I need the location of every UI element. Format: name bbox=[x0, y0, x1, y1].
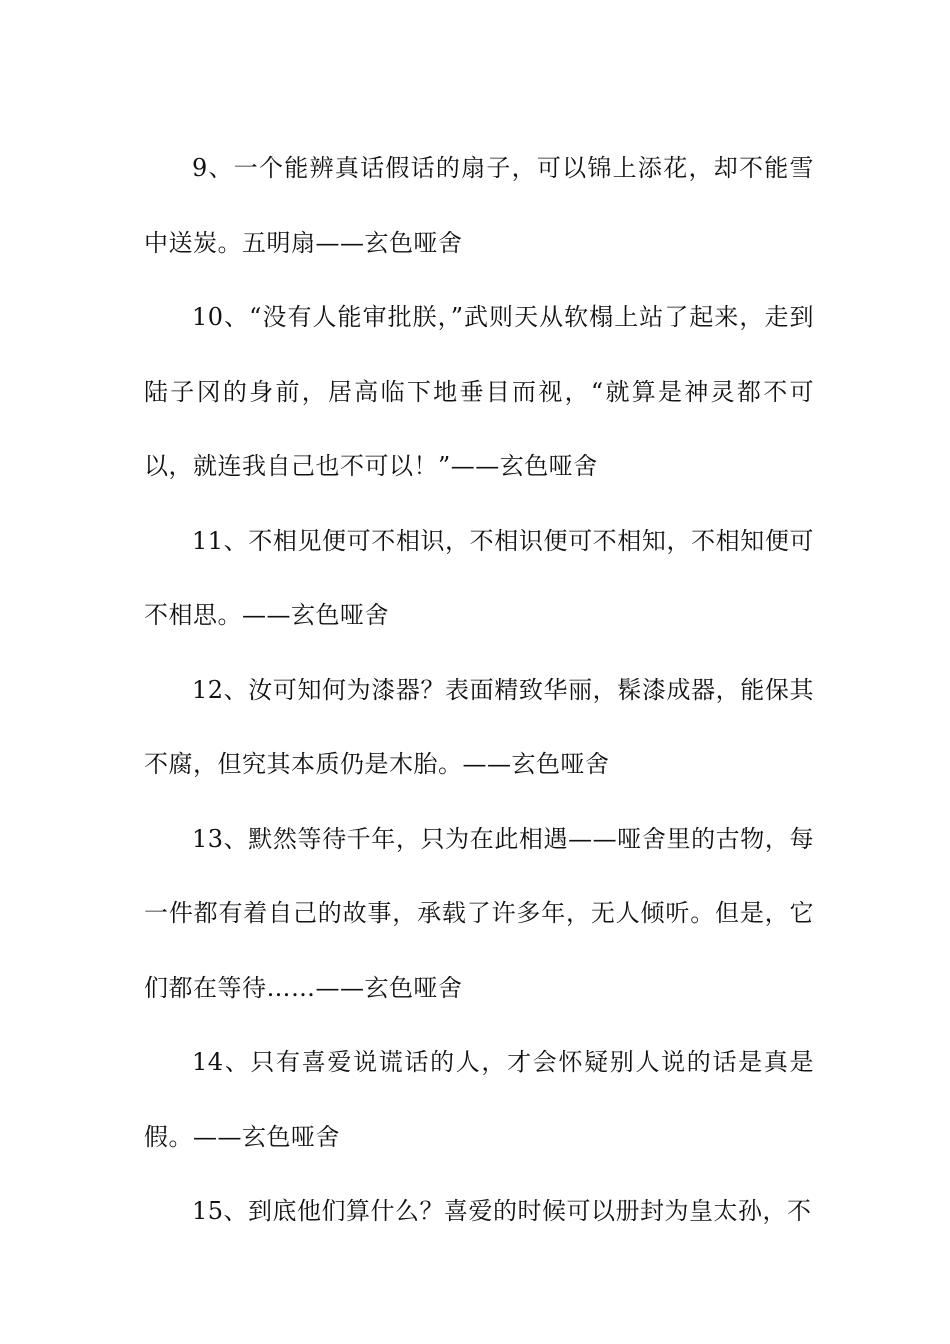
paragraph-15: 15、到底他们算什么？喜爱的时候可以册封为皇太孙，不 bbox=[192, 1197, 812, 1225]
paragraph-9: 9、一个能辨真话假话的扇子，可以锦上添花，却不能雪中送炭。五明扇——玄色哑舍 bbox=[144, 154, 814, 257]
document-body bbox=[144, 131, 814, 1249]
paragraph-14: 14、只有喜爱说谎话的人，才会怀疑别人说的话是真是假。——玄色哑舍 bbox=[144, 1048, 814, 1151]
paragraph-13: 13、默然等待千年，只为在此相遇——哑舍里的古物，每一件都有着自己的故事，承载了许多年，无人倾听。但是，它们都在等待……——玄色哑舍 bbox=[144, 824, 814, 1002]
paragraph-12: 12、汝可知何为漆器？表面精致华丽，髹漆成器，能保其不腐，但究其本质仍是木胎。——玄色哑舍 bbox=[144, 675, 814, 778]
paragraph-10: 10、“没有人能审批朕，”武则天从软榻上站了起来，走到陆子冈的身前，居高临下地垂目而视，“就算是神灵都不可以，就连我自己也不可以！”——玄色哑舍 bbox=[144, 303, 814, 480]
paragraph-11: 11、不相见便可不相识，不相识便可不相知，不相知便可不相思。——玄色哑舍 bbox=[144, 526, 814, 629]
